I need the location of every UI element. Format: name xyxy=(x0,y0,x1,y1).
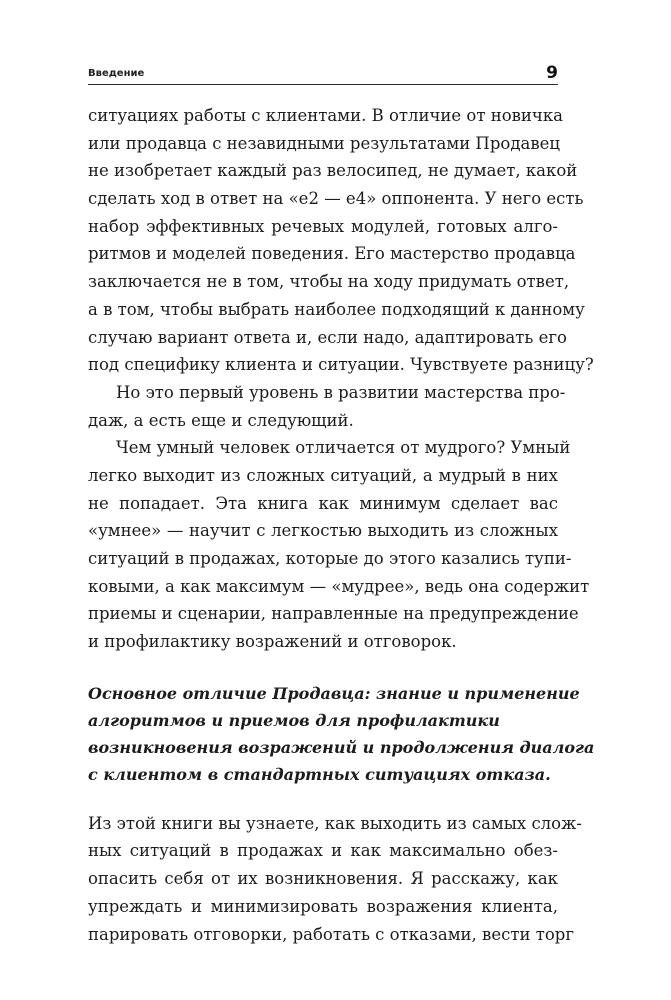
text-line: ситуациях работы с клиентами. В отличие от новичка xyxy=(88,106,563,125)
key-point-callout xyxy=(88,680,595,788)
text-line: и профилактику возражений и отговорок. xyxy=(88,632,457,652)
text-line: ритмов и моделей поведения. Его мастерство продавца xyxy=(88,244,576,264)
text-line: Чем умный человек отличается от мудрого? Умный xyxy=(116,438,571,458)
text-line: «умнее» — научит с легкостью выходить из сложных xyxy=(88,521,558,541)
text-line: опасить себя от их возникновения. Я расскажу, как xyxy=(88,869,558,889)
callout-line: с клиентом в стандартных ситуациях отказа. xyxy=(88,764,551,784)
text-line: случаю вариант ответа и, если надо, адаптировать его xyxy=(88,327,567,347)
text-line: набор эффективных речевых модулей, готовых алго- xyxy=(88,216,558,236)
section-title: Введение xyxy=(88,68,145,79)
text-line: Но это первый уровень в развитии мастерства про- xyxy=(116,382,566,402)
text-line: даж, а есть еще и следующий. xyxy=(88,410,354,430)
paragraph-3 xyxy=(88,434,590,656)
text-line: упреждать и минимизировать возражения клиента, xyxy=(88,896,558,916)
text-line: легко выходит из сложных ситуаций, а мудрый в них xyxy=(88,465,558,485)
book-page xyxy=(88,0,595,1000)
callout-line: возникновения возражений и продолжения диалога xyxy=(88,737,595,757)
paragraph-4 xyxy=(88,810,582,948)
text-line: ных ситуаций в продажах и как максимально обез- xyxy=(88,841,558,861)
text-line: или продавца с незавидными результатами Продавец xyxy=(88,133,560,153)
text-line: не попадает. Эта книга как минимум сделает вас xyxy=(88,493,558,513)
text-line: парировать отговорки, работать с отказами, вести торг xyxy=(88,924,574,944)
callout-line: алгоритмов и приемов для профилактики xyxy=(88,710,500,730)
text-line: ситуаций в продажах, которые до этого казались тупи- xyxy=(88,549,572,568)
paragraph-1 xyxy=(88,102,594,379)
text-line: Из этой книги вы узнаете, как выходить из самых слож- xyxy=(88,813,582,833)
text-line: под специфику клиента и ситуации. Чувствуете разницу? xyxy=(88,355,594,375)
running-header xyxy=(88,62,558,85)
page-number: 9 xyxy=(546,63,558,83)
text-line: сделать ход в ответ на «е2 — е4» оппонента. У него есть xyxy=(88,189,584,209)
paragraph-2 xyxy=(88,379,566,434)
callout-line: Основное отличие Продавца: знание и применение xyxy=(88,683,580,703)
text-line: приемы и сценарии, направленные на предупреждение xyxy=(88,604,579,624)
text-line: не изобретает каждый раз велосипед, не думает, какой xyxy=(88,161,578,181)
text-line: ковыми, а как максимум — «мудрее», ведь она содержит xyxy=(88,576,590,596)
text-line: а в том, чтобы выбрать наиболее подходящий к данному xyxy=(88,299,585,319)
page-body xyxy=(88,102,595,948)
text-line: заключается не в том, чтобы на ходу придумать ответ, xyxy=(88,272,570,292)
